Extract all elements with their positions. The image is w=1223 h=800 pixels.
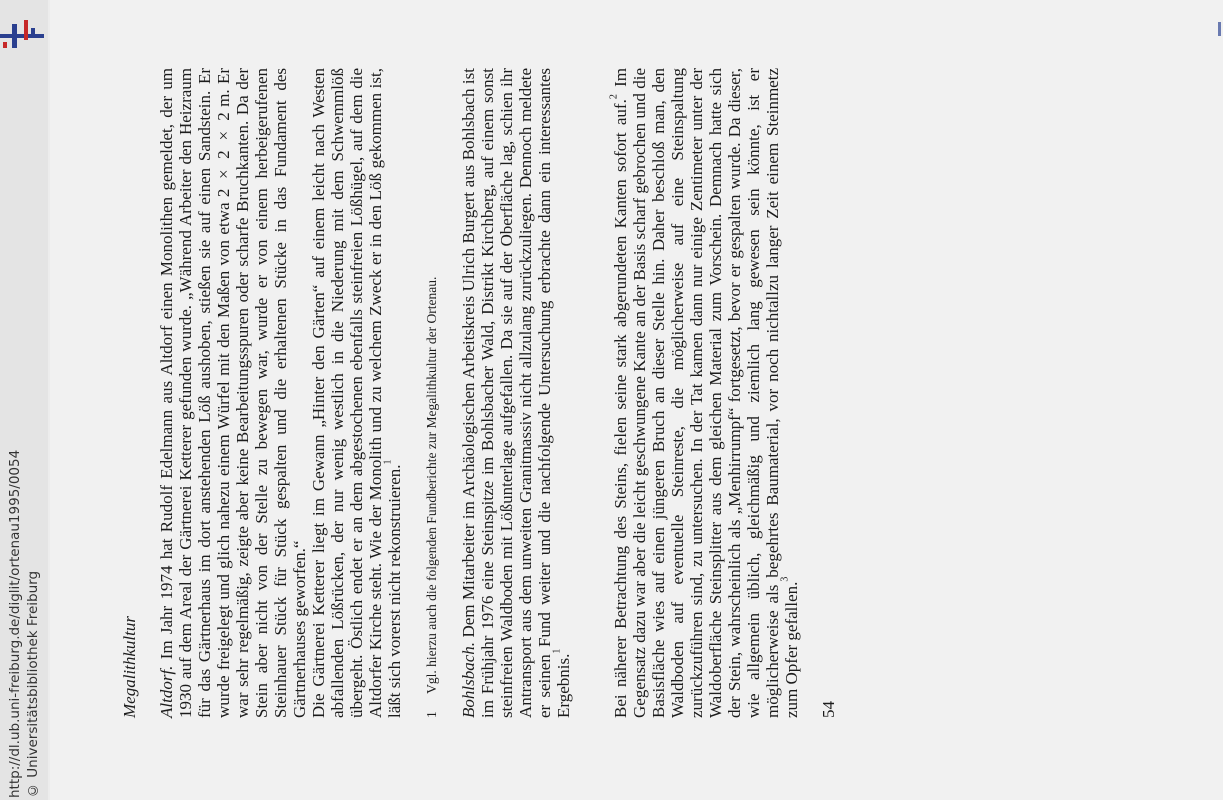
page-number: 54 bbox=[819, 701, 838, 718]
source-url[interactable]: http://dl.ub.uni-freiburg.de/diglit/ortenau1995/0054 bbox=[7, 449, 23, 798]
paragraph-betrachtung-text-a: Bei näherer Betrachtung des Steins, fielen seine stark abgerundeten Kanten sofort auf. bbox=[611, 99, 630, 718]
paragraph-bohlsbach-text: Dem Mitarbeiter im Archäologischen Arbeitskreis Ulrich Burgert aus Bohlsbach ist im Frühjahr 1976 eine Steinspitze im Bohlsbacher Wald, Distrikt Kirchberg, auf einem sonst steinfreien Waldboden mit Lößunterlage aufgefallen. Da sie auf der Oberfläche lag, schien ihr Antransport aus dem unweiten Granitmassiv nicht allzulang zurückzuliegen. Dennoch meldete er seinen Fund weiter und die nachfolgende Untersuchung erbrachte dann ein interessantes Ergebnis. bbox=[459, 68, 573, 718]
paragraph-bohlsbach bbox=[459, 68, 573, 718]
viewer-sidebar bbox=[0, 0, 48, 800]
footnote-ref: 3 bbox=[779, 576, 791, 582]
paragraph-betrachtung bbox=[608, 68, 801, 718]
footnote-ref: 1 bbox=[382, 459, 394, 465]
place-name-altdorf: Altdorf. bbox=[157, 665, 176, 718]
page-content bbox=[120, 0, 1180, 800]
footnote-ref: 2 bbox=[608, 94, 620, 100]
footnote-text: Vgl. hierzu auch die folgenden Fundberichte zur Megalithkultur der Ortenau. bbox=[424, 276, 439, 694]
paragraph-gaertnerei bbox=[309, 68, 404, 718]
running-head: Megalithkultur bbox=[120, 616, 139, 718]
paragraph-gaertnerei-text: Die Gärtnerei Ketterer liegt im Gewann „Hinter den Gärten“ auf einem leicht nach Westen abfallenden Lößrücken, der nur wenig westlich in die Niederung mit dem Schwemmlöß übergeht. Östlich endet er an dem abgestochenen ebenfalls steinfreien Lößhügel, auf dem die Altdorfer Kirche steht. Wie der Monolith und zu welchem Zweck er in den Löß gekommen ist, läßt sich vorerst nicht rekonstruieren. bbox=[309, 68, 404, 718]
viewer-edge-marker bbox=[1218, 22, 1221, 36]
source-info bbox=[6, 2, 46, 798]
paragraph-altdorf bbox=[157, 68, 309, 718]
scanned-page bbox=[50, 0, 1223, 800]
copyright-notice: © Universitätsbibliothek Freiburg bbox=[25, 570, 41, 798]
paragraph-betrachtung-text-b: Im Gegensatz dazu war aber die leicht geschwungene Kante an der Basis scharf gebrochen und die Basisfläche wies auf einen jüngeren Bruch an dieser Stelle hin. Daher beschloß man, den Waldboden auf eventuelle Steinreste, die möglicherweise auf eine Steinspaltung zurückzuführen sind, zu untersuchen. In der Tat kamen dann nur einige Zentimeter unter der Waldoberfläche Steinsplitter aus dem gleichen Material zum Vorschein. Demnach hatte sich der Stein, wahrscheinlich als „Menhirrumpf“ fortgesetzt, bevor er gespalten wurde. Da dieser, wie allgemein üblich, gleichmäßig und ziemlich lang gewesen sein könnte, ist er möglicherweise als begehrtes Baumaterial, vor noch nichtallzu langer Zeit einem Steinmetz zum Opfer gefallen. bbox=[611, 68, 801, 718]
place-name-bohlsbach: Bohlsbach. bbox=[459, 641, 478, 718]
footnote-ref: 1 bbox=[551, 648, 563, 654]
paragraph-altdorf-text: Im Jahr 1974 hat Rudolf Edelmann aus Altdorf einen Monolithen gemeldet, der um 1930 auf dem Areal der Gärtnerei Ketterer gefunden wurde. „Während Arbeiter den Heizraum für das Gärtnerhaus im dort anstehenden Löß aushoben, stießen sie auf einen Sandstein. Er wurde freigelegt und glich nahezu einem Würfel mit den Maßen von etwa 2 × 2 × 2 m. Er war sehr regelmäßig, zeigte aber keine Bearbeitungsspuren oder scharfe Bruchkanten. Da der Stein aber nicht von der Stelle zu bewegen war, wurde er von einem herbeigerufenen Steinhauer Stück für Stück gespalten und die erhaltenen Stücke in das Fundament des Gärtnerhauses geworfen.“ bbox=[157, 68, 309, 718]
footnote-number: 1 bbox=[424, 711, 439, 718]
footnote bbox=[422, 68, 441, 718]
